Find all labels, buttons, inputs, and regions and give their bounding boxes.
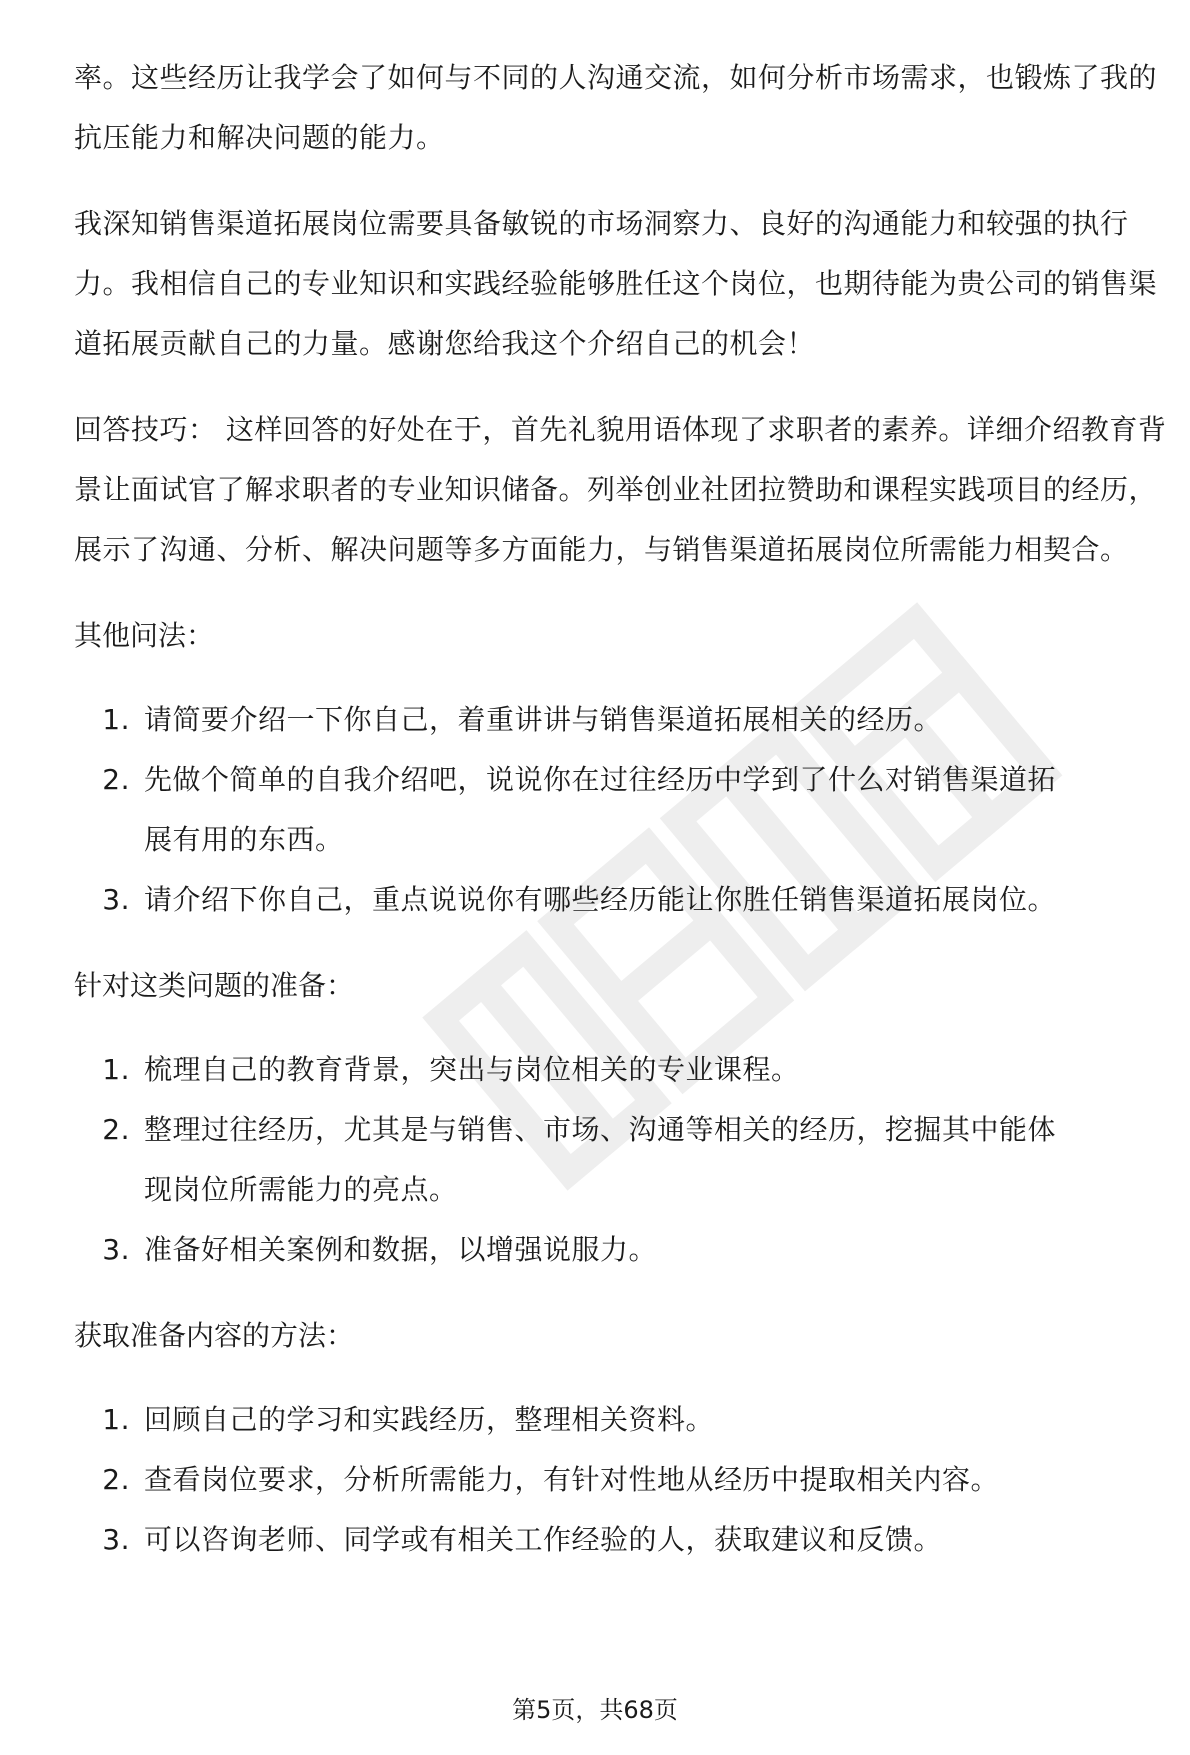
list-item-text: 请介绍下你自己，重点说说你有哪些经历能让你胜任销售渠道拓展岗位。 (144, 883, 1057, 916)
list-item-number: 1. (102, 1403, 130, 1436)
list-item (74, 1040, 1174, 1100)
list-item (74, 1510, 1174, 1570)
list-item-number: 2. (102, 763, 130, 796)
list-item-text: 准备好相关案例和数据，以增强说服力。 (144, 1233, 658, 1266)
list-item (74, 750, 1174, 870)
list-item-number: 1. (102, 703, 130, 736)
list-item-text: 先做个简单的自我介绍吧，说说你在过往经历中学到了什么对销售渠道拓展有用的东西。 (144, 763, 1057, 856)
section-preparation (74, 956, 1174, 1280)
list-item-number: 3. (102, 1233, 130, 1266)
page-footer: 第5页，共68页 (512, 1696, 678, 1724)
section-other-questions (74, 606, 1174, 930)
list-item (74, 1100, 1174, 1220)
methods-list (74, 1390, 1174, 1570)
list-item (74, 1390, 1174, 1450)
list-item-number: 2. (102, 1113, 130, 1146)
list-item-text: 回顾自己的学习和实践经历，整理相关资料。 (144, 1403, 715, 1436)
paragraph-intro-end: 率。这些经历让我学会了如何与不同的人沟通交流，如何分析市场需求，也锻炼了我的抗压能力和解决问题的能力。 (74, 61, 1158, 154)
list-item (74, 1450, 1174, 1510)
list-item-text: 整理过往经历，尤其是与销售、市场、沟通等相关的经历，挖掘其中能体现岗位所需能力的亮点。 (144, 1113, 1057, 1206)
document-body (74, 48, 1174, 1596)
list-item-number: 1. (102, 1053, 130, 1086)
list-item-text: 请简要介绍一下你自己，着重讲讲与销售渠道拓展相关的经历。 (144, 703, 943, 736)
section-heading: 针对这类问题的准备： (74, 969, 355, 1002)
other-questions-list (74, 690, 1174, 930)
list-item (74, 1220, 1174, 1280)
section-heading: 获取准备内容的方法： (74, 1319, 355, 1352)
list-item (74, 690, 1174, 750)
preparation-list (74, 1040, 1174, 1280)
paragraph-answer-tips: 回答技巧： 这样回答的好处在于，首先礼貌用语体现了求职者的素养。详细介绍教育背景让面试官了解求职者的专业知识储备。列举创业社团拉赞助和课程实践项目的经历，展示了沟通、分析、解决问题等多方面能力，与销售渠道拓展岗位所需能力相契合。 (74, 413, 1167, 566)
list-item (74, 870, 1174, 930)
paragraph-closing: 我深知销售渠道拓展岗位需要具备敏锐的市场洞察力、良好的沟通能力和较强的执行力。我相信自己的专业知识和实践经验能够胜任这个岗位，也期待能为贵公司的销售渠道拓展贡献自己的力量。感谢您给我这个介绍自己的机会！ (74, 207, 1158, 360)
section-heading: 其他问法： (74, 619, 215, 652)
list-item-number: 3. (102, 883, 130, 916)
list-item-text: 可以咨询老师、同学或有相关工作经验的人，获取建议和反馈。 (144, 1523, 943, 1556)
list-item-text: 梳理自己的教育背景，突出与岗位相关的专业课程。 (144, 1053, 800, 1086)
section-methods (74, 1306, 1174, 1570)
list-item-number: 2. (102, 1463, 130, 1496)
list-item-text: 查看岗位要求，分析所需能力，有针对性地从经历中提取相关内容。 (144, 1463, 1000, 1496)
list-item-number: 3. (102, 1523, 130, 1556)
